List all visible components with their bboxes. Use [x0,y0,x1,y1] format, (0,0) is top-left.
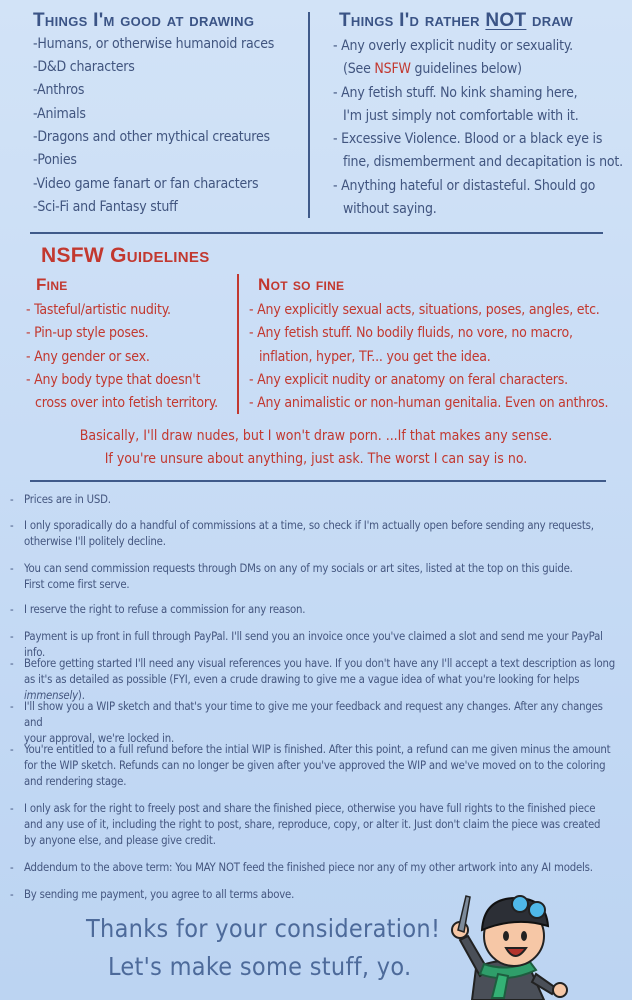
nsfw-summary-line-1: Basically, I'll draw nudes, but I won't draw porn. ...If that makes any sense. [79,428,553,444]
nsfw-column-divider [237,274,239,414]
list-item: - Anything hateful or distasteful. Should go [333,178,596,194]
list-item: - Any gender or sex. [26,349,150,365]
list-item: - Tasteful/artistic nudity. [26,302,171,318]
term-line: and any use of it, including the right to post, share, reproduce, copy, or alter it. Just don't claim the piece was created [24,818,601,831]
list-item: -Humans, or otherwise humanoid races [33,36,275,52]
list-item-continued: I'm just simply not comfortable with it. [343,108,579,124]
term-line: by anyone else, and please give credit. [24,834,216,847]
not-so-fine-title: Not so fine [258,275,345,294]
term-line: You're entitled to a full refund before the intial WIP is finished. After this point, a refund can me given minus the amount [24,743,611,756]
list-item-continued: fine, dismemberment and decapitation is not. [343,154,623,170]
list-item: -Anthros [33,82,85,98]
term-line: Payment is up front in full through PayPal. I'll send you an invoice once you've claimed a slot and send me your PayPal info. [24,630,603,659]
bullet-dash: - [10,603,14,616]
bullet-dash: - [10,519,14,532]
mascot-illustration [440,890,590,1000]
section-divider [30,232,603,234]
list-item: - Any fetish stuff. No kink shaming here, [333,85,578,101]
term-line: I only ask for the right to freely post and share the finished piece, otherwise you have full rights to the finished piece [24,802,596,815]
nsfw-summary-line-2: If you're unsure about anything, just ask. The worst I can say is no. [104,451,528,467]
term-line: as it's as detailed as possible (FYI, even a crude drawing to give me a vague idea of what you're looking for helps immensely). [24,673,580,702]
term-line: I'll show you a WIP sketch and that's your time to give me your feedback and request any changes. After any changes and [24,700,603,729]
terms-list [10,492,624,912]
list-item: -Animals [33,106,86,122]
list-item: - Pin-up style poses. [26,325,149,341]
term-line: Prices are in USD. [24,493,111,506]
term-line: You can send commission requests through DMs on any of my socials or art sites, listed at the top on this guide. [24,562,573,575]
thanks-line-1: Thanks for your consideration! [86,914,441,943]
term-line: First come first serve. [24,578,130,591]
list-item-continued: inflation, hyper, TF... you get the idea. [259,349,491,365]
list-item-continued: (See NSFW guidelines below) [343,61,522,77]
bullet-dash: - [10,743,14,756]
rather-not-draw-title: Things I'd rather NOT draw [339,10,573,31]
bullet-dash: - [10,562,14,575]
nsfw-guidelines-title: NSFW Guidelines [41,244,210,267]
list-item: -D&D characters [33,59,135,75]
bullet-dash: - [10,630,14,643]
bullet-dash: - [10,888,14,901]
term-line: and rendering stage. [24,775,127,788]
good-at-drawing-title: Things I'm good at drawing [33,10,255,31]
list-item: - Any animalistic or non-human genitalia. Even on anthros. [249,395,609,411]
list-item: - Any explicit nudity or anatomy on feral characters. [249,372,568,388]
bullet-dash: - [10,493,14,506]
section-divider [30,480,606,482]
list-item: - Excessive Violence. Blood or a black eye is [333,131,603,147]
list-item-continued: without saying. [343,201,437,217]
list-item: - Any body type that doesn't [26,372,201,388]
list-item: - Any overly explicit nudity or sexuality. [333,38,573,54]
list-item: -Dragons and other mythical creatures [33,129,270,145]
bullet-dash: - [10,861,14,874]
term-line: I only sporadically do a handful of commissions at a time, so check if I'm actually open before sending any requests, [24,519,594,532]
term-line: your approval, we're locked in. [24,732,174,745]
term-line: I reserve the right to refuse a commission for any reason. [24,603,306,616]
bullet-dash: - [10,700,14,713]
list-item: -Video game fanart or fan characters [33,176,259,192]
thanks-line-2: Let's make some stuff, yo. [108,952,412,981]
term-line: Before getting started I'll need any visual references you have. If you don't have any I'll accept a text description as long [24,657,616,670]
column-divider [308,12,310,218]
fine-title: Fine [36,275,68,294]
bullet-dash: - [10,657,14,670]
list-item: -Ponies [33,152,77,168]
term-line: for the WIP sketch. Refunds can no longer be given after you've approved the WIP and we've moved on to the coloring [24,759,606,772]
term-line: By sending me payment, you agree to all terms above. [24,888,295,901]
term-line: Addendum to the above term: You MAY NOT feed the finished piece nor any of my other artwork into any AI models. [24,861,593,874]
list-item: -Sci-Fi and Fantasy stuff [33,199,178,215]
bullet-dash: - [10,802,14,815]
list-item: - Any fetish stuff. No bodily fluids, no vore, no macro, [249,325,573,341]
list-item-continued: cross over into fetish territory. [35,395,218,411]
list-item: - Any explicitly sexual acts, situations, poses, angles, etc. [249,302,600,318]
term-line: otherwise I'll politely decline. [24,535,166,548]
